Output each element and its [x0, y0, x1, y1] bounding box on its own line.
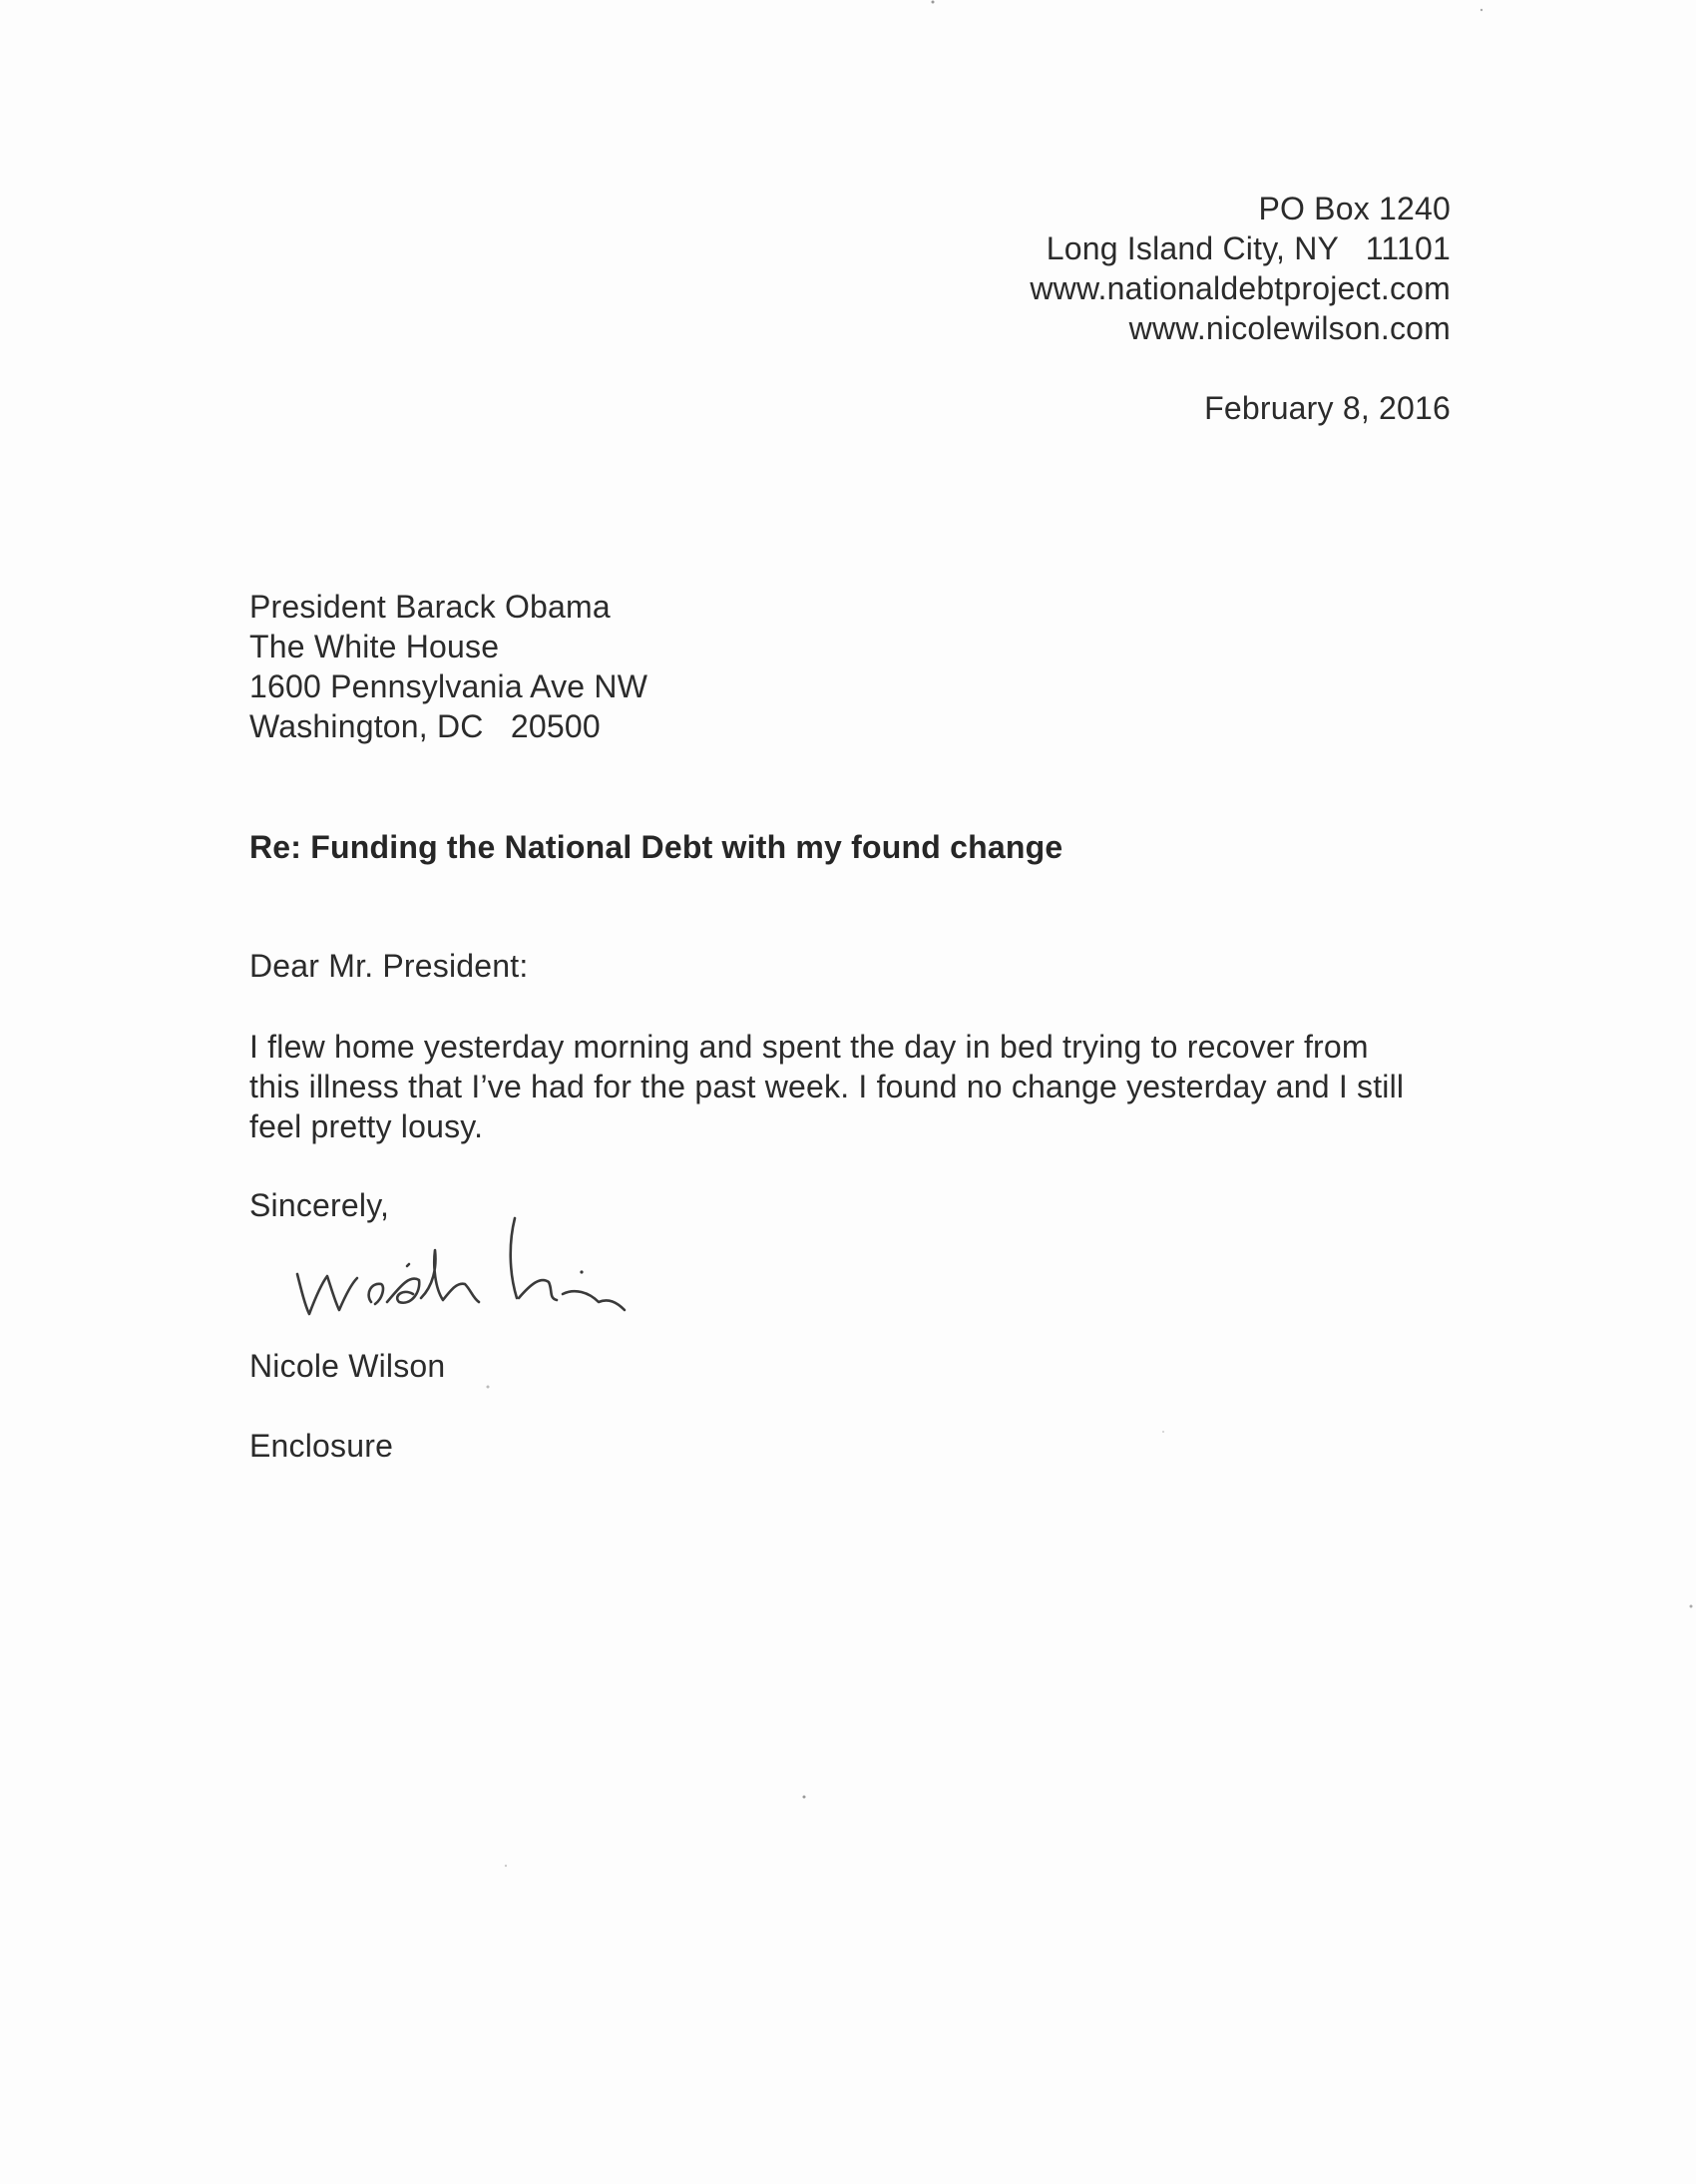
sender-website-2: www.nicolewilson.com	[1128, 310, 1451, 346]
body-line: I flew home yesterday morning and spent the day in bed trying to recover from	[249, 1029, 1369, 1065]
recipient-city-state-zip: Washington, DC 20500	[249, 708, 601, 744]
sender-address-line-1: PO Box 1240	[1258, 191, 1451, 226]
body-paragraph	[249, 1027, 1447, 1146]
recipient-street: 1600 Pennsylvania Ave NW	[249, 668, 648, 704]
body-line: feel pretty lousy.	[249, 1108, 484, 1144]
handwritten-signature	[287, 1202, 686, 1332]
sender-website-1: www.nationaldebtproject.com	[1030, 270, 1451, 306]
sender-address-line-2: Long Island City, NY 11101	[1046, 230, 1451, 266]
recipient-address-block	[249, 587, 647, 746]
salutation: Dear Mr. President:	[249, 948, 529, 984]
subject-line: Re: Funding the National Debt with my found change	[249, 829, 1063, 865]
recipient-organization: The White House	[249, 629, 500, 664]
sender-address-block	[1030, 189, 1451, 348]
closing: Sincerely,	[249, 1187, 390, 1223]
enclosure-note: Enclosure	[249, 1428, 394, 1464]
recipient-name: President Barack Obama	[249, 589, 611, 625]
letter-date: February 8, 2016	[1204, 390, 1451, 426]
signer-name: Nicole Wilson	[249, 1348, 446, 1384]
body-line: this illness that I’ve had for the past week. I found no change yesterday and I still	[249, 1069, 1405, 1104]
